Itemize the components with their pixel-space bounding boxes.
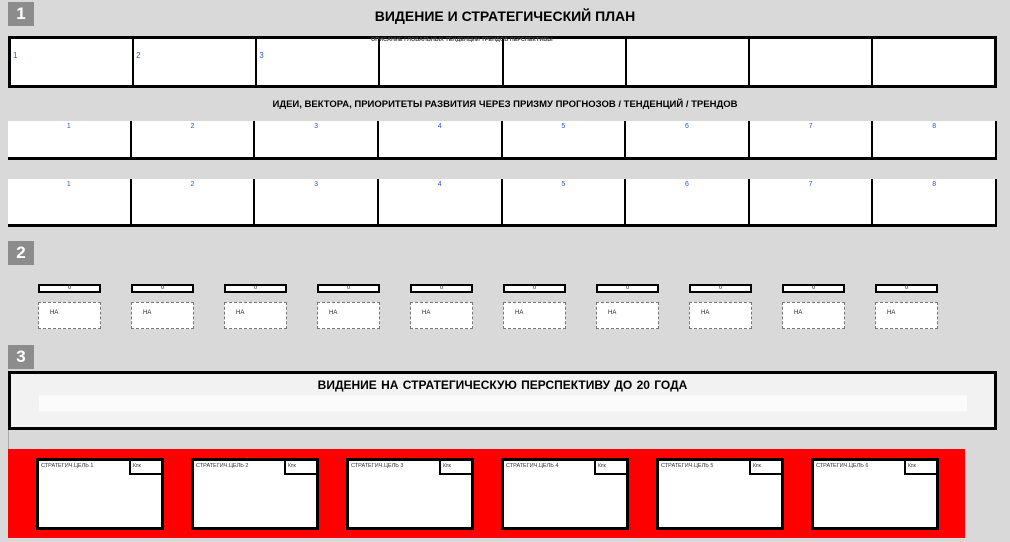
idea-cell[interactable] <box>255 121 379 157</box>
kpi-na-field[interactable]: НА <box>317 302 380 329</box>
ideas-title: ИДЕИ, ВЕКТОРА, ПРИОРИТЕТЫ РАЗВИТИЯ ЧЕРЕЗ ПРИЗМУ ПРОГНОЗОВ / ТЕНДЕНЦИЙ / ТРЕНДОВ <box>272 99 738 110</box>
idea-cell-number: 2 <box>190 123 195 130</box>
trend-cell[interactable] <box>257 39 380 85</box>
kpi-value-field[interactable]: 0 <box>782 284 845 293</box>
strategic-goal-tag: Кпк <box>594 461 626 475</box>
idea-cell-number: 6 <box>684 181 689 188</box>
kpi-na-field[interactable]: НА <box>131 302 194 329</box>
strategic-goal-card[interactable] <box>656 458 784 530</box>
idea-cell-number: 3 <box>314 181 319 188</box>
kpi-value-field[interactable]: 0 <box>410 284 473 293</box>
ideas-row-b <box>8 179 997 227</box>
kpi-na-field[interactable]: НА <box>410 302 473 329</box>
idea-cell[interactable] <box>503 121 627 157</box>
kpi-value-field[interactable]: 0 <box>224 284 287 293</box>
strategic-goal-tag: Кпк <box>129 461 161 475</box>
strategic-goal-card[interactable] <box>36 458 164 530</box>
trend-cell[interactable] <box>750 39 873 85</box>
kpi-na-field[interactable]: НА <box>503 302 566 329</box>
strategic-goal-card[interactable] <box>191 458 319 530</box>
idea-cell[interactable] <box>255 179 379 224</box>
idea-cell-number: 5 <box>561 123 566 130</box>
idea-cell[interactable] <box>750 121 874 157</box>
kpi-value-field[interactable]: 0 <box>596 284 659 293</box>
ideas-row-a <box>8 121 997 160</box>
strategic-goals-panel <box>8 449 965 538</box>
kpi-value-field[interactable]: 0 <box>317 284 380 293</box>
trends-strip-caption: ОПИСАНИЕ ГЛОБАЛЬНЫХ ТЕНДЕНЦИЙ ТРЕНДОВ ПЕРСПЕКТИВЫ <box>371 37 553 43</box>
idea-cell-number: 7 <box>808 123 813 130</box>
idea-cell[interactable] <box>750 179 874 224</box>
kpi-na-field[interactable]: НА <box>224 302 287 329</box>
kpi-value-field[interactable]: 0 <box>875 284 938 293</box>
idea-cell[interactable] <box>873 121 995 157</box>
idea-cell[interactable] <box>873 179 995 224</box>
idea-cell[interactable] <box>503 179 627 224</box>
idea-cell[interactable] <box>8 121 132 157</box>
kpi-na-field[interactable]: НА <box>782 302 845 329</box>
idea-cell-number: 7 <box>808 181 813 188</box>
trend-cell-number: 1 <box>13 51 18 60</box>
idea-cell-number: 1 <box>66 181 71 188</box>
kpi-value-field[interactable]: 0 <box>38 284 101 293</box>
kpi-na-field[interactable]: НА <box>689 302 752 329</box>
idea-cell[interactable] <box>379 179 503 224</box>
strategic-goal-label: СТРАТЕГИЧ.ЦЕЛЬ 2 <box>196 463 249 469</box>
idea-cell-number: 8 <box>932 123 937 130</box>
trend-cell[interactable] <box>504 39 627 85</box>
vision-panel <box>8 371 997 430</box>
section-2-badge: 2 <box>8 241 34 265</box>
kpi-value-field[interactable]: 0 <box>131 284 194 293</box>
idea-cell-number: 3 <box>314 123 319 130</box>
trend-cell[interactable] <box>380 39 503 85</box>
strategic-goal-label: СТРАТЕГИЧ.ЦЕЛЬ 1 <box>41 463 94 469</box>
idea-cell-number: 2 <box>190 181 195 188</box>
strategic-goal-tag: Кпк <box>904 461 936 475</box>
trend-cell[interactable] <box>873 39 994 85</box>
strategic-goal-card[interactable] <box>501 458 629 530</box>
idea-cell-number: 5 <box>561 181 566 188</box>
idea-cell-number: 8 <box>932 181 937 188</box>
trend-cell[interactable] <box>11 39 134 85</box>
idea-cell[interactable] <box>132 179 256 224</box>
strategic-goal-card[interactable] <box>811 458 939 530</box>
strategic-goal-label: СТРАТЕГИЧ.ЦЕЛЬ 5 <box>661 463 714 469</box>
idea-cell[interactable] <box>8 179 132 224</box>
strategic-goal-tag: Кпк <box>749 461 781 475</box>
kpi-na-field[interactable]: НА <box>875 302 938 329</box>
vision-title: ВИДЕНИЕ НА СТРАТЕГИЧЕСКУЮ ПЕРСПЕКТИВУ ДО 20 ГОДА <box>317 378 688 392</box>
kpi-value-field[interactable]: 0 <box>503 284 566 293</box>
trend-cell-number: 2 <box>136 51 141 60</box>
idea-cell[interactable] <box>626 179 750 224</box>
idea-cell-number: 4 <box>437 123 442 130</box>
page-title: ВИДЕНИЕ И СТРАТЕГИЧЕСКИЙ ПЛАН <box>374 8 636 24</box>
kpi-value-field[interactable]: 0 <box>689 284 752 293</box>
trend-cell[interactable] <box>134 39 257 85</box>
strategic-goal-tag: Кпк <box>284 461 316 475</box>
divider-line <box>8 430 9 449</box>
trend-cell[interactable] <box>627 39 750 85</box>
idea-cell[interactable] <box>626 121 750 157</box>
strategic-goal-label: СТРАТЕГИЧ.ЦЕЛЬ 4 <box>506 463 559 469</box>
section-1-badge: 1 <box>8 2 34 26</box>
idea-cell-number: 1 <box>66 123 71 130</box>
idea-cell[interactable] <box>379 121 503 157</box>
kpi-na-field[interactable]: НА <box>596 302 659 329</box>
trend-cell-number: 3 <box>259 51 264 60</box>
strategic-goal-label: СТРАТЕГИЧ.ЦЕЛЬ 3 <box>351 463 404 469</box>
idea-cell-number: 6 <box>684 123 689 130</box>
section-3-badge: 3 <box>8 345 34 369</box>
idea-cell[interactable] <box>132 121 256 157</box>
strategic-goal-card[interactable] <box>346 458 474 530</box>
trends-strip <box>8 36 997 88</box>
idea-cell-number: 4 <box>437 181 442 188</box>
strategic-goal-label: СТРАТЕГИЧ.ЦЕЛЬ 6 <box>816 463 869 469</box>
kpi-na-field[interactable]: НА <box>38 302 101 329</box>
vision-input[interactable] <box>39 395 967 411</box>
strategic-goal-tag: Кпк <box>439 461 471 475</box>
